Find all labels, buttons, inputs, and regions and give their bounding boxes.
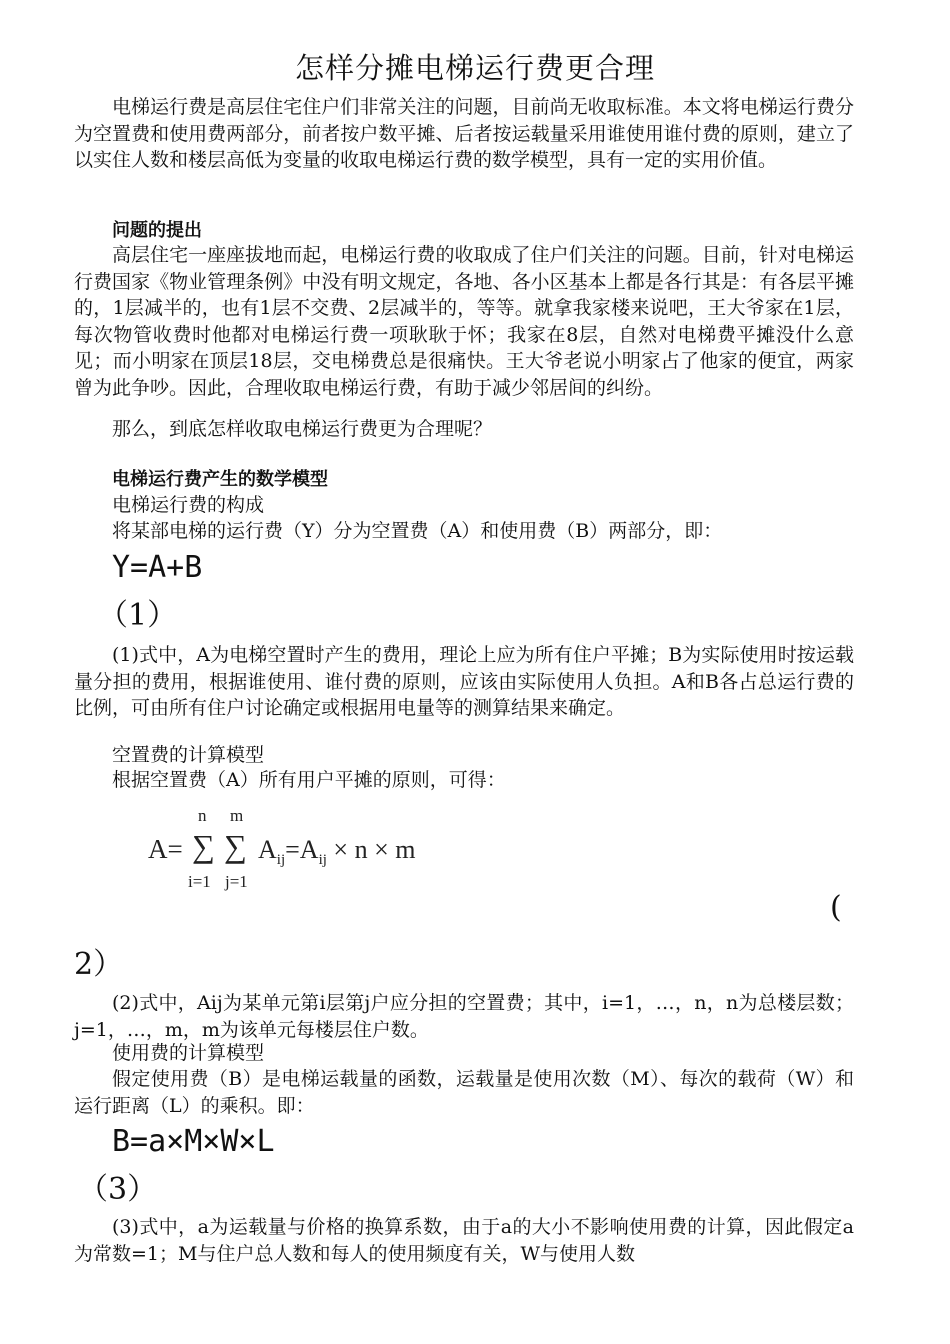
sigma-icon: ∑ <box>224 828 247 864</box>
subheading-idle-fee: 空置费的计算模型 <box>112 744 265 766</box>
section-heading-model: 电梯运行费产生的数学模型 <box>112 469 328 490</box>
question-line: 那么，到底怎样收取电梯运行费更为合理呢？ <box>112 418 493 440</box>
idle-fee-intro: 根据空置费（A）所有用户平摊的原则，可得： <box>112 769 506 791</box>
page-title: 怎样分摊电梯运行费更合理 <box>294 51 655 85</box>
equation-2-note: (2)式中，Aij为某单元第i层第j户应分担的空置费；其中，i=1，…，n，n为总楼层数；j=1，…，m，m为该单元每楼层住户数。 <box>74 992 854 1041</box>
equation-1-note: (1)式中，A为电梯空置时产生的费用，理论上应为所有住户平摊；B为实际使用时按运载量分担的费用，根据谁使用、谁付费的原则，应该由实际使用人负担。A和B各占总运行费的比例，可由所有住户讨论确定或根据用电量等的测算结果来确定。 <box>74 644 854 719</box>
equation-3-note: (3)式中，a为运载量与价格的换算系数，由于a的大小不影响使用费的计算，因此假定a为常数=1；M与住户总人数和每人的使用频度有关，W与使用人数 <box>74 1216 854 1265</box>
formula-2-image <box>148 802 468 902</box>
formula-2-lhs: A= <box>148 834 183 864</box>
equation-2-number-open: ( <box>830 890 842 925</box>
equation-3-number: （3） <box>78 1172 158 1207</box>
equation-2-number-close: 2） <box>74 947 124 982</box>
composition-intro: 将某部电梯的运行费（Y）分为空置费（A）和使用费（B）两部分，即： <box>112 520 723 542</box>
formula-2-upper-j: m <box>230 806 244 825</box>
abstract-paragraph: 电梯运行费是高层住宅住户们非常关注的问题，目前尚无收取标准。本文将电梯运行费分为空置费和使用费两部分，前者按户数平摊、后者按运载量采用谁使用谁付费的原则，建立了以实住人数和楼层高低为变量的收取电梯运行费的数学模型，具有一定的实用价值。 <box>74 96 854 171</box>
usage-fee-intro: 假定使用费（B）是电梯运载量的函数，运载量是使用次数（M）、每次的载荷（W）和运行距离（L）的乘积。即： <box>74 1068 854 1117</box>
equation-1-number: （1） <box>98 598 178 633</box>
sigma-icon: ∑ <box>192 828 215 864</box>
problem-paragraph: 高层住宅一座座拔地而起，电梯运行费的收取成了住户们关注的问题。目前，针对电梯运行费国家《物业管理条例》中没有明文规定，各地、各小区基本上都是各行其是：有各层平摊的，1层减半的，也有1层不交费、2层减半的，等等。就拿我家楼来说吧，王大爷家在1层，每次物管收费时他都对电梯运行费一项耿耿于怀；我家在8层，自然对电梯费平摊没什么意见；而小明家在顶层18层，交电梯费总是很痛快。王大爷老说小明家占了他家的便宜，两家曾为此争吵。因此，合理收取电梯运行费，有助于减少邻居间的纠纷。 <box>74 244 854 399</box>
equation-1: Y=A+B <box>112 550 203 585</box>
formula-2-lower-j: j=1 <box>225 872 248 891</box>
subheading-usage-fee: 使用费的计算模型 <box>112 1042 265 1064</box>
formula-2-rhs: $A_{ij}=A_{ij} \times n \times m$ <box>258 835 416 869</box>
section-heading-problem: 问题的提出 <box>112 220 202 241</box>
formula-2-lower-i: i=1 <box>188 872 211 891</box>
formula-2-upper-i: n <box>198 806 207 825</box>
subheading-composition: 电梯运行费的构成 <box>112 494 265 516</box>
equation-3: B=a×M×W×L <box>112 1124 275 1159</box>
